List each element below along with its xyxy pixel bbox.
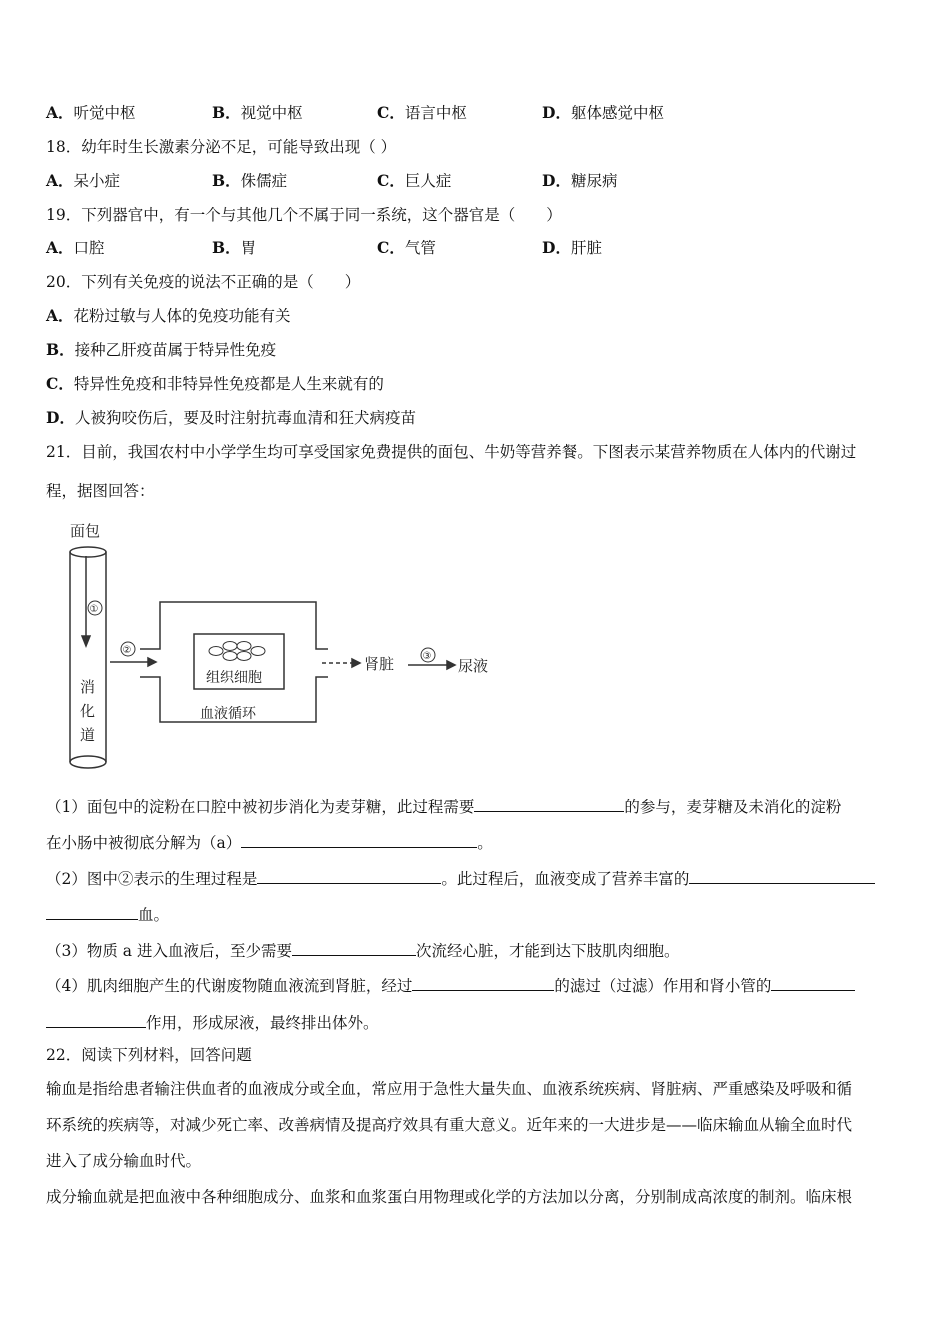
svg-text:①: ①	[89, 604, 99, 615]
step2-marker	[121, 642, 135, 656]
q22-para2-line1: 成分输血就是把血液中各种细胞成分、血浆和血浆蛋白用物理或化学的方法加以分离，分别制成高浓度的制剂。临床根	[46, 1188, 853, 1206]
answer-blank-filtration[interactable]	[412, 975, 554, 991]
metabolism-diagram	[60, 510, 510, 780]
kidney-label: 肾脏	[364, 655, 395, 673]
q19-option-d[interactable]: D．肝脏	[542, 238, 602, 257]
answer-blank-blood-type-2[interactable]	[46, 904, 138, 920]
step1-marker	[88, 601, 102, 615]
answer-blank-process2[interactable]	[257, 868, 441, 884]
tissue-cell-label: 组织细胞	[206, 670, 262, 686]
q20-option-d[interactable]: D．人被狗咬伤后，要及时注射抗毒血清和狂犬病疫苗	[46, 408, 416, 427]
answer-blank-blood-type-1[interactable]	[689, 868, 875, 884]
answer-blank-heart-passes[interactable]	[292, 940, 416, 956]
q21-part2-line2: 血。	[46, 904, 169, 925]
step3-marker	[421, 648, 435, 662]
q17-option-c[interactable]: C．语言中枢	[377, 103, 467, 122]
q19-option-c[interactable]: C．气管	[377, 238, 436, 257]
answer-blank-enzyme[interactable]	[474, 796, 624, 812]
answer-blank-product-a[interactable]	[241, 832, 477, 848]
tract-label-1: 消	[80, 678, 96, 696]
q17-option-a[interactable]: A．听觉中枢	[46, 103, 136, 122]
arrow-step1	[82, 556, 90, 646]
arrow-step2	[110, 658, 156, 666]
q21-stem-line1: 21．目前，我国农村中小学学生均可享受国家免费提供的面包、牛奶等营养餐。下图表示某营养物质在人体内的代谢过	[46, 443, 857, 461]
q22-para1-line1: 输血是指给患者输注供血者的血液成分或全血，常应用于急性大量失血、血液系统疾病、肾脏病、严重感染及呼吸和循	[46, 1080, 853, 1098]
q19-option-b[interactable]: B．胃	[212, 238, 257, 257]
q22-para1-line3: 进入了成分输血时代。	[46, 1152, 202, 1170]
q17-option-b[interactable]: B．视觉中枢	[212, 103, 303, 122]
q19-stem: 19．下列器官中，有一个与其他几个不属于同一系统，这个器官是（ ）	[46, 206, 562, 224]
cell-cluster-icon	[209, 642, 265, 661]
tract-label-2: 化	[80, 702, 96, 720]
q20-option-a[interactable]: A．花粉过敏与人体的免疫功能有关	[46, 306, 291, 325]
q21-part4-line2: 作用，形成尿液，最终排出体外。	[46, 1012, 379, 1033]
q21-part1-line2: 在小肠中被彻底分解为（a） 。	[46, 834, 493, 852]
bread-label: 面包	[70, 522, 101, 540]
svg-text:②: ②	[122, 645, 132, 656]
q20-stem: 20．下列有关免疫的说法不正确的是（ ）	[46, 273, 361, 291]
answer-blank-reabsorption-2[interactable]	[46, 1012, 146, 1028]
q22-stem: 22．阅读下列材料，回答问题	[46, 1046, 252, 1064]
answer-blank-reabsorption-1[interactable]	[771, 975, 855, 991]
q20-option-c[interactable]: C．特异性免疫和非特异性免疫都是人生来就有的	[46, 374, 384, 393]
q17-option-d[interactable]: D．躯体感觉中枢	[542, 103, 664, 122]
q19-option-a[interactable]: A．口腔	[46, 238, 105, 257]
q21-part1-line1: （1）面包中的淀粉在口腔中被初步消化为麦芽糖，此过程需要 的参与，麦芽糖及未消化的淀粉	[46, 798, 842, 816]
circulation-label: 血液循环	[200, 706, 256, 722]
q18-stem: 18．幼年时生长激素分泌不足，可能导致出现（ ）	[46, 138, 397, 156]
q21-stem-line2: 程，据图回答：	[46, 482, 155, 500]
q20-option-b[interactable]: B．接种乙肝疫苗属于特异性免疫	[46, 340, 277, 359]
q21-part4-line1: （4）肌肉细胞产生的代谢废物随血液流到肾脏，经过 的滤过（过滤）作用和肾小管的	[46, 975, 855, 996]
q18-option-d[interactable]: D．糖尿病	[542, 171, 618, 190]
q18-option-c[interactable]: C．巨人症	[377, 171, 452, 190]
arrow-to-urine	[408, 661, 455, 669]
arrow-to-kidney	[322, 659, 360, 667]
q18-option-b[interactable]: B．侏儒症	[212, 171, 288, 190]
blood-circulation-loop	[140, 602, 328, 722]
q18-option-a[interactable]: A．呆小症	[46, 171, 121, 190]
svg-text:③: ③	[422, 651, 432, 662]
q21-part2-line1: （2）图中②表示的生理过程是 。此过程后，血液变成了营养丰富的	[46, 868, 875, 889]
urine-label: 尿液	[458, 657, 489, 675]
q22-para1-line2: 环系统的疾病等，对减少死亡率、改善病情及提高疗效具有重大意义。近年来的一大进步是——临床输血从输全血时代	[46, 1116, 853, 1134]
q21-part3: （3）物质 a 进入血液后，至少需要 次流经心脏，才能到达下肢肌肉细胞。	[46, 942, 680, 960]
tract-label-3: 道	[80, 726, 96, 744]
